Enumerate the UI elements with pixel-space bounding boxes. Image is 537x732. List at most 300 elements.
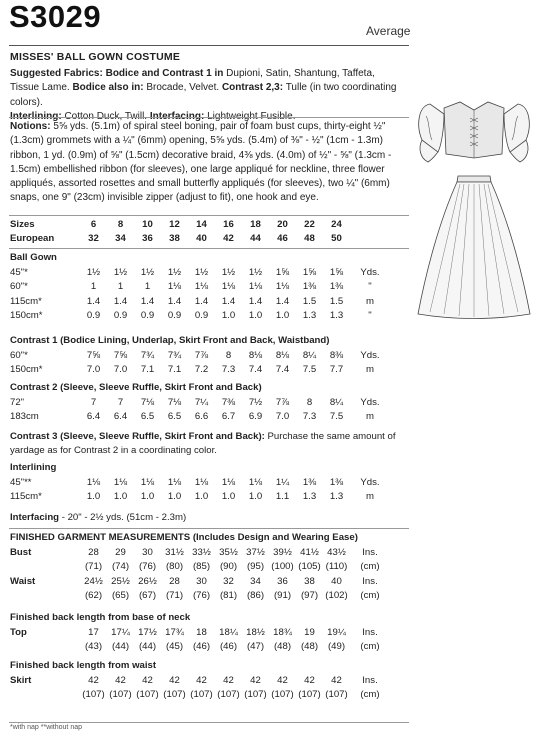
unit-cell: Ins. <box>362 675 378 686</box>
table-cell: 6.5 <box>167 411 182 423</box>
section-back-waist: Finished back length from waist <box>10 660 157 671</box>
row-label: 115cm* <box>10 491 42 503</box>
table-cell: 6.4 <box>113 411 128 423</box>
fabrics-also-text: Brocade, Velvet. <box>146 82 220 94</box>
unit-cell: Ins. <box>362 627 378 638</box>
euro-size: 34 <box>115 233 126 245</box>
table-row <box>10 266 390 280</box>
table-cell: (105) <box>298 561 321 573</box>
table-cell: 17½ <box>138 627 157 638</box>
table-cell: 42 <box>331 675 342 686</box>
row-label: 115cm* <box>10 295 42 307</box>
table-cell: (74) <box>111 561 130 573</box>
section-ball-gown: Ball Gown <box>10 252 57 263</box>
size-value: 24 <box>331 219 342 230</box>
table-cell: 8¼ <box>329 397 344 408</box>
table-cell: 1.4 <box>86 295 101 307</box>
finished-divider <box>9 528 409 529</box>
row-label: 72" <box>10 397 25 408</box>
row-label: 150cm* <box>10 310 43 322</box>
table-cell: 1⅛ <box>194 281 209 293</box>
table-cell: 42 <box>196 675 207 686</box>
table-cell: 43½ <box>327 547 346 558</box>
table-cell: 1.0 <box>221 310 236 322</box>
table-cell: (48) <box>300 641 319 653</box>
table-cell: 1⅛ <box>248 477 263 488</box>
table-cell: (80) <box>165 561 184 573</box>
fabrics-text1: Bodice and Contrast 1 in <box>105 68 224 79</box>
table-cell: 7.5 <box>329 411 344 423</box>
row-label: 45"* <box>10 267 28 278</box>
section-back-neck: Finished back length from base of neck <box>10 612 191 623</box>
table-cell: (48) <box>273 641 292 653</box>
section-interlining: Interlining <box>10 462 57 473</box>
table-cell: 28 <box>88 547 99 558</box>
table-cell: 1⅛ <box>221 281 236 293</box>
table-cell: 8¼ <box>302 350 317 361</box>
table-row <box>10 363 390 377</box>
table-cell: 42 <box>304 675 315 686</box>
table-cell: (107) <box>298 689 321 701</box>
row-label: Bust <box>10 547 32 558</box>
table-row <box>10 396 390 410</box>
row-label: Skirt <box>10 675 32 686</box>
notions-divider <box>9 215 409 216</box>
table-cell: 1⅛ <box>275 281 290 293</box>
table-cell: 1⅛ <box>86 477 101 488</box>
table-cell: (102) <box>325 590 348 602</box>
table-row <box>10 560 390 574</box>
table-cell: (67) <box>138 590 157 602</box>
table-row <box>10 295 390 309</box>
table-cell: 0.9 <box>140 310 155 322</box>
table-cell: 7⅝ <box>86 350 101 361</box>
bust-waist-table <box>10 546 390 604</box>
table-row <box>10 626 390 640</box>
table-cell: (49) <box>327 641 346 653</box>
table-cell: 26½ <box>138 575 157 587</box>
table-cell: 7.0 <box>275 411 290 423</box>
row-label <box>10 560 80 574</box>
table-cell: (71) <box>84 561 103 573</box>
unit-cell: Ins. <box>362 575 378 587</box>
unit-cell: (cm) <box>360 590 380 602</box>
table-cell: 0.9 <box>86 310 101 322</box>
unit-cell: Yds. <box>360 350 380 361</box>
table-cell: 1½ <box>167 267 182 278</box>
table-cell: 24½ <box>84 575 103 587</box>
table-cell: 1.4 <box>275 295 290 307</box>
section-contrast-1: Contrast 1 (Bodice Lining, Underlap, Skirt Front and Back, Waistband) <box>10 335 330 346</box>
table-cell: (85) <box>192 561 211 573</box>
euro-size: 44 <box>250 233 261 245</box>
table-cell: (45) <box>165 641 184 653</box>
unit-cell: m <box>366 364 374 376</box>
table-cell: 7.2 <box>194 364 209 376</box>
euro-size: 40 <box>196 233 207 245</box>
table-cell: (107) <box>109 689 132 701</box>
table-cell: 1½ <box>248 267 263 278</box>
table-cell: 6.6 <box>194 411 209 423</box>
table-cell: (81) <box>219 590 238 602</box>
table-cell: 7 <box>90 397 97 408</box>
pattern-code: S3029 <box>9 0 102 34</box>
table-row <box>10 476 390 490</box>
header-divider <box>9 45 409 46</box>
table-cell: 1.0 <box>275 310 290 322</box>
table-cell: 1½ <box>113 267 128 278</box>
euro-size: 50 <box>331 233 342 245</box>
table-cell: 0.9 <box>167 310 182 322</box>
size-value: 12 <box>169 219 180 230</box>
table-cell: 7.5 <box>302 364 317 376</box>
table-cell: 1⅝ <box>329 267 344 278</box>
interfacing-label-2: Interfacing <box>10 512 60 523</box>
table-cell: 1.0 <box>248 491 263 503</box>
unit-cell: (cm) <box>360 641 380 653</box>
table-cell: 6.5 <box>140 411 155 423</box>
euro-size: 32 <box>88 233 99 245</box>
table-cell: 1.1 <box>275 491 290 503</box>
contrast-3-text: Purchase the same amount of yardage as for Contrast 2 in a coordinating color. <box>10 431 396 457</box>
table-cell: 1.4 <box>167 295 182 307</box>
difficulty-rating: Average <box>366 24 411 38</box>
notions-text: 5⅝ yds. (5.1m) of spiral steel boning, pair of foam bust cups, thirty-eight ½" (1.3cm) grommets with a ¼" (6mm) opening, 5⅝ yds. (5.4m) of ⅜" - ½" (1cm - 1.3m) ribbon, 1 yd. (0.9m) of ⅝" (1.5cm) decorative braid, 4⅜ yds. (4.0m) of ½" - ⅝" (1.3cm - 1.5cm) embellished ribbon (for sleeves), one large appliqué for neckline, three flower appliqués, assorted rosettes and small butterfly appliqués (for sleeves), two ¼" (6mm) snaps, one 9" (23cm) invisible zipper (adjust to fit), one hook and eye. <box>10 121 392 204</box>
table-cell: 1.4 <box>140 295 155 307</box>
euro-size: 36 <box>142 233 153 245</box>
sizes-row <box>10 218 390 232</box>
table-row <box>10 410 390 424</box>
table-cell: 7⅜ <box>221 397 236 408</box>
table-cell: 1⅛ <box>167 477 182 488</box>
size-value: 8 <box>117 219 124 230</box>
table-cell: (71) <box>165 590 184 602</box>
unit-cell: (cm) <box>360 689 380 701</box>
row-label <box>10 589 80 603</box>
table-cell: 18¾ <box>273 627 292 638</box>
table-cell: 1.0 <box>167 491 182 503</box>
table-cell: 7.3 <box>221 364 236 376</box>
fabrics-text2: Dupioni, Satin, Shantung, Taffeta, Tissue Lame. <box>10 68 375 94</box>
section-interfacing <box>10 511 410 525</box>
notions-label: Notions: <box>10 121 51 132</box>
row-label: Waist <box>10 575 36 587</box>
table-cell: 19 <box>304 627 315 638</box>
table-row <box>10 575 390 589</box>
table-cell: 6.4 <box>86 411 101 423</box>
table-cell: 18¼ <box>219 627 238 638</box>
table-cell: (110) <box>325 561 348 573</box>
section-finished-measurements: FINISHED GARMENT MEASUREMENTS (Includes Design and Wearing Ease) <box>10 532 358 543</box>
table-cell: 1⅛ <box>248 281 263 293</box>
table-cell: (100) <box>271 561 294 573</box>
size-value: 10 <box>142 219 153 230</box>
row-label: 60"* <box>10 281 28 293</box>
table-row <box>10 280 390 294</box>
size-value: 14 <box>196 219 207 230</box>
notions <box>10 120 404 206</box>
pattern-title: MISSES' BALL GOWN COSTUME <box>10 51 181 63</box>
table-cell: 18½ <box>246 627 265 638</box>
table-row <box>10 546 390 560</box>
table-cell: 41½ <box>300 547 319 558</box>
table-cell: 1.3 <box>329 310 344 322</box>
suggested-fabrics <box>10 67 404 124</box>
table-cell: 7⅞ <box>194 350 209 361</box>
table-cell: 8 <box>225 350 232 361</box>
table-cell: 7½ <box>248 397 263 408</box>
contrast-1-table <box>10 349 390 378</box>
table-cell: 1⅛ <box>194 477 209 488</box>
table-row <box>10 309 390 323</box>
table-cell: 40 <box>331 575 342 587</box>
table-row <box>10 490 390 504</box>
table-cell: 1.4 <box>248 295 263 307</box>
unit-cell: Yds. <box>360 397 380 408</box>
table-cell: (47) <box>246 641 265 653</box>
table-cell: (107) <box>163 689 186 701</box>
table-cell: 42 <box>115 675 126 686</box>
fabrics-c23-text: Tulle (in two coordinating colors). <box>10 82 397 108</box>
table-cell: 8⅛ <box>248 350 263 361</box>
interlining-table <box>10 476 390 505</box>
table-cell: 1 <box>90 281 97 293</box>
unit-cell: " <box>368 281 372 293</box>
table-row <box>10 640 390 654</box>
table-cell: 37½ <box>246 547 265 558</box>
table-cell: (62) <box>84 590 103 602</box>
row-label: 45"** <box>10 477 32 488</box>
table-cell: 34 <box>250 575 261 587</box>
table-cell: 1.4 <box>194 295 209 307</box>
row-label <box>10 640 80 654</box>
table-cell: 31½ <box>165 547 184 558</box>
table-cell: 1⅛ <box>221 477 236 488</box>
size-chart <box>10 218 390 247</box>
table-cell: 36 <box>277 575 288 587</box>
table-cell: 33½ <box>192 547 211 558</box>
table-cell: 7¼ <box>194 397 209 408</box>
table-cell: (76) <box>192 590 211 602</box>
table-cell: (44) <box>138 641 157 653</box>
table-cell: 7⅞ <box>275 397 290 408</box>
row-label: 60"* <box>10 350 28 361</box>
table-cell: 1.4 <box>221 295 236 307</box>
table-cell: 19¼ <box>327 627 346 638</box>
table-cell: 1⅜ <box>329 281 344 293</box>
table-cell: 7.4 <box>275 364 290 376</box>
sizes-label: Sizes <box>10 219 35 230</box>
top-length-table <box>10 626 390 655</box>
table-cell: (107) <box>82 689 105 701</box>
table-cell: (97) <box>300 590 319 602</box>
table-cell: 1⅝ <box>275 267 290 278</box>
sizes-divider <box>9 248 409 249</box>
section-contrast-2: Contrast 2 (Sleeve, Sleeve Ruffle, Skirt Front and Back) <box>10 382 262 393</box>
row-label: 150cm* <box>10 364 43 376</box>
skirt-length-table <box>10 674 390 703</box>
table-cell: 1⅛ <box>140 477 155 488</box>
table-cell: 1.0 <box>248 310 263 322</box>
euro-size: 42 <box>223 233 234 245</box>
table-cell: 7.7 <box>329 364 344 376</box>
interfacing-amount: - 20" - 2½ yds. (51cm - 2.3m) <box>61 512 187 523</box>
contrast-2-table <box>10 396 390 425</box>
table-cell: 1⅝ <box>302 267 317 278</box>
table-cell: (95) <box>246 561 265 573</box>
table-cell: 1⅜ <box>329 477 344 488</box>
table-cell: 1.0 <box>86 491 101 503</box>
table-cell: (107) <box>190 689 213 701</box>
table-cell: 28 <box>169 575 180 587</box>
table-cell: 42 <box>250 675 261 686</box>
table-cell: 8⅛ <box>275 350 290 361</box>
unit-cell: (cm) <box>360 561 380 573</box>
size-value: 20 <box>277 219 288 230</box>
section-contrast-3 <box>10 430 410 459</box>
table-cell: 8 <box>306 397 313 408</box>
table-cell: (86) <box>246 590 265 602</box>
table-cell: 38 <box>304 575 315 587</box>
table-row <box>10 688 390 702</box>
table-cell: 39½ <box>273 547 292 558</box>
table-cell: 0.9 <box>194 310 209 322</box>
fabrics-divider <box>9 117 409 118</box>
euro-size: 46 <box>277 233 288 245</box>
unit-cell: Yds. <box>360 267 380 278</box>
table-cell: 35½ <box>219 547 238 558</box>
fabrics-c23-label: Contrast 2,3: <box>221 82 284 94</box>
table-cell: (44) <box>111 641 130 653</box>
table-cell: 30 <box>142 547 153 558</box>
table-cell: 7 <box>117 397 124 408</box>
row-label <box>10 688 80 702</box>
fabrics-also-label: Bodice also in: <box>72 82 144 94</box>
table-cell: 1½ <box>86 267 101 278</box>
table-cell: 29 <box>115 547 126 558</box>
table-cell: (107) <box>271 689 294 701</box>
european-label: European <box>10 233 55 245</box>
fabrics-label: Suggested Fabrics: <box>10 68 103 79</box>
table-cell: (46) <box>192 641 211 653</box>
table-cell: 42 <box>88 675 99 686</box>
table-cell: 7¾ <box>140 350 155 361</box>
table-cell: 1.0 <box>194 491 209 503</box>
table-cell: 7.0 <box>86 364 101 376</box>
table-cell: 1⅜ <box>302 477 317 488</box>
table-cell: 42 <box>142 675 153 686</box>
table-cell: 8⅜ <box>329 350 344 361</box>
table-cell: 7.1 <box>140 364 155 376</box>
skirt-illustration <box>414 172 534 322</box>
table-cell: 1 <box>144 281 151 293</box>
table-cell: 42 <box>277 675 288 686</box>
table-cell: 17¾ <box>165 627 184 638</box>
table-cell: 7¾ <box>167 350 182 361</box>
table-cell: 1½ <box>194 267 209 278</box>
unit-cell <box>350 232 390 246</box>
table-cell: 1.3 <box>329 491 344 503</box>
table-cell: 7⅛ <box>140 397 155 408</box>
unit-cell: m <box>366 295 374 307</box>
table-cell: (46) <box>219 641 238 653</box>
footnote: *with nap **without nap <box>10 724 82 731</box>
table-cell: (91) <box>273 590 292 602</box>
table-cell: 1⅜ <box>302 281 317 293</box>
unit-cell <box>350 218 390 232</box>
unit-cell: m <box>366 491 374 503</box>
unit-cell: " <box>368 310 372 322</box>
unit-cell: Ins. <box>362 547 378 558</box>
table-cell: 6.7 <box>221 411 236 423</box>
table-cell: (76) <box>138 561 157 573</box>
table-cell: 1¼ <box>275 477 290 488</box>
table-cell: 1.5 <box>302 295 317 307</box>
table-row <box>10 349 390 363</box>
european-row <box>10 232 390 246</box>
table-cell: 42 <box>223 675 234 686</box>
table-cell: (65) <box>111 590 130 602</box>
size-value: 6 <box>90 219 97 230</box>
table-cell: 1.3 <box>302 310 317 322</box>
table-cell: 42 <box>169 675 180 686</box>
euro-size: 48 <box>304 233 315 245</box>
table-cell: 1 <box>117 281 124 293</box>
table-cell: 1.3 <box>302 491 317 503</box>
unit-cell: Yds. <box>360 477 380 488</box>
size-value: 16 <box>223 219 234 230</box>
table-cell: 1⅛ <box>113 477 128 488</box>
table-cell: 1.0 <box>140 491 155 503</box>
table-cell: 7⅛ <box>167 397 182 408</box>
table-cell: 30 <box>196 575 207 587</box>
table-cell: 17 <box>88 627 99 638</box>
table-cell: 1½ <box>221 267 236 278</box>
size-value: 18 <box>250 219 261 230</box>
table-cell: 1.5 <box>329 295 344 307</box>
table-cell: 1.0 <box>221 491 236 503</box>
unit-cell: m <box>366 411 374 423</box>
table-cell: 7.0 <box>113 364 128 376</box>
table-cell: 6.9 <box>248 411 263 423</box>
table-cell: (107) <box>244 689 267 701</box>
table-cell: 1⅛ <box>167 281 182 293</box>
table-cell: 25½ <box>111 575 130 587</box>
table-cell: 7⅝ <box>113 350 128 361</box>
table-row <box>10 674 390 688</box>
table-cell: (107) <box>136 689 159 701</box>
size-value: 22 <box>304 219 315 230</box>
table-cell: 7.4 <box>248 364 263 376</box>
ball-gown-table <box>10 266 390 324</box>
table-cell: 18 <box>196 627 207 638</box>
table-cell: 7.1 <box>167 364 182 376</box>
footer-divider <box>9 722 409 723</box>
table-cell: (107) <box>217 689 240 701</box>
table-cell: 1.0 <box>113 491 128 503</box>
table-cell: 1½ <box>140 267 155 278</box>
table-cell: (43) <box>84 641 103 653</box>
table-cell: 0.9 <box>113 310 128 322</box>
table-cell: 32 <box>223 575 234 587</box>
bodice-illustration <box>414 96 534 171</box>
contrast-3-label: Contrast 3 (Sleeve, Sleeve Ruffle, Skirt Front and Back): <box>10 431 265 442</box>
row-label: Top <box>10 627 27 638</box>
table-row <box>10 589 390 603</box>
row-label: 183cm <box>10 411 39 423</box>
table-cell: 17¼ <box>111 627 130 638</box>
euro-size: 38 <box>169 233 180 245</box>
